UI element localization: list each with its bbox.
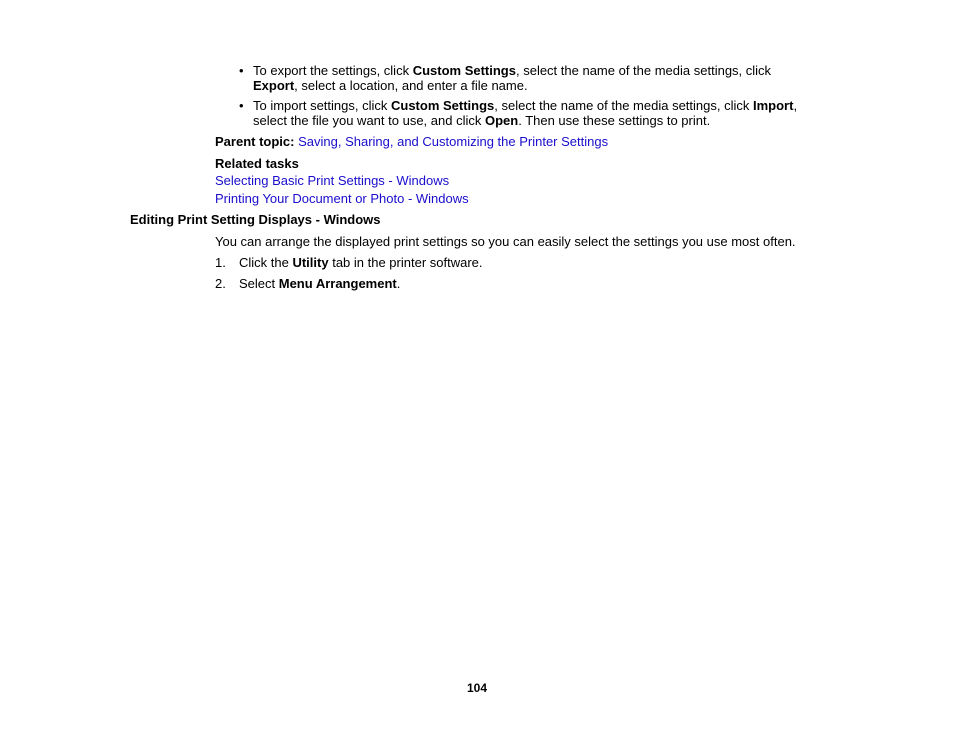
- parent-topic: [215, 134, 608, 149]
- bullet-marker: •: [239, 98, 244, 113]
- related-tasks-heading: Related tasks: [215, 156, 299, 171]
- parent-topic-link[interactable]: Saving, Sharing, and Customizing the Printer Settings: [298, 134, 609, 149]
- step-number: 1.: [215, 255, 226, 270]
- utility-term: Utility: [292, 255, 329, 270]
- related-task-link-basic-settings[interactable]: [215, 173, 449, 188]
- text: , select the name of the media settings, click: [494, 98, 753, 113]
- text: , select the name of the media settings, click: [515, 63, 772, 78]
- bullet-export-line2: [253, 78, 528, 93]
- related-task-link-printing-document[interactable]: [215, 191, 469, 206]
- step-number: 2.: [215, 276, 226, 291]
- bullet-export-line1: [253, 63, 771, 78]
- text: Select: [239, 276, 279, 291]
- bullet-marker: •: [239, 63, 244, 78]
- page-number: 104: [466, 681, 488, 695]
- link-text[interactable]: Printing Your Document or Photo - Windows: [215, 191, 469, 206]
- text: To export the settings, click: [253, 63, 413, 78]
- step-2: [239, 276, 400, 291]
- open-term: Open: [484, 113, 519, 128]
- section-heading: Editing Print Setting Displays - Windows: [130, 212, 381, 227]
- link-text[interactable]: Selecting Basic Print Settings - Windows: [215, 173, 450, 188]
- step-1: [239, 255, 483, 270]
- menu-arrangement-term: Menu Arrangement: [278, 276, 397, 291]
- text: . Then use these settings to print.: [518, 113, 711, 128]
- section-intro: You can arrange the displayed print settings so you can easily select the settings you use most often.: [215, 234, 796, 249]
- import-term: Import: [752, 98, 794, 113]
- parent-topic-label: Parent topic:: [215, 134, 295, 149]
- custom-settings-term: Custom Settings: [391, 98, 495, 113]
- bullet-import-line2: [253, 113, 710, 128]
- text: To import settings, click: [253, 98, 391, 113]
- text: .: [396, 276, 401, 291]
- text: Click the: [239, 255, 293, 270]
- bullet-import-line1: [253, 98, 797, 113]
- text: select the file you want to use, and click: [253, 113, 485, 128]
- custom-settings-term: Custom Settings: [412, 63, 516, 78]
- text: , select a location, and enter a file name.: [294, 78, 528, 93]
- export-term: Export: [253, 78, 295, 93]
- text: ,: [793, 98, 798, 113]
- text: tab in the printer software.: [328, 255, 483, 270]
